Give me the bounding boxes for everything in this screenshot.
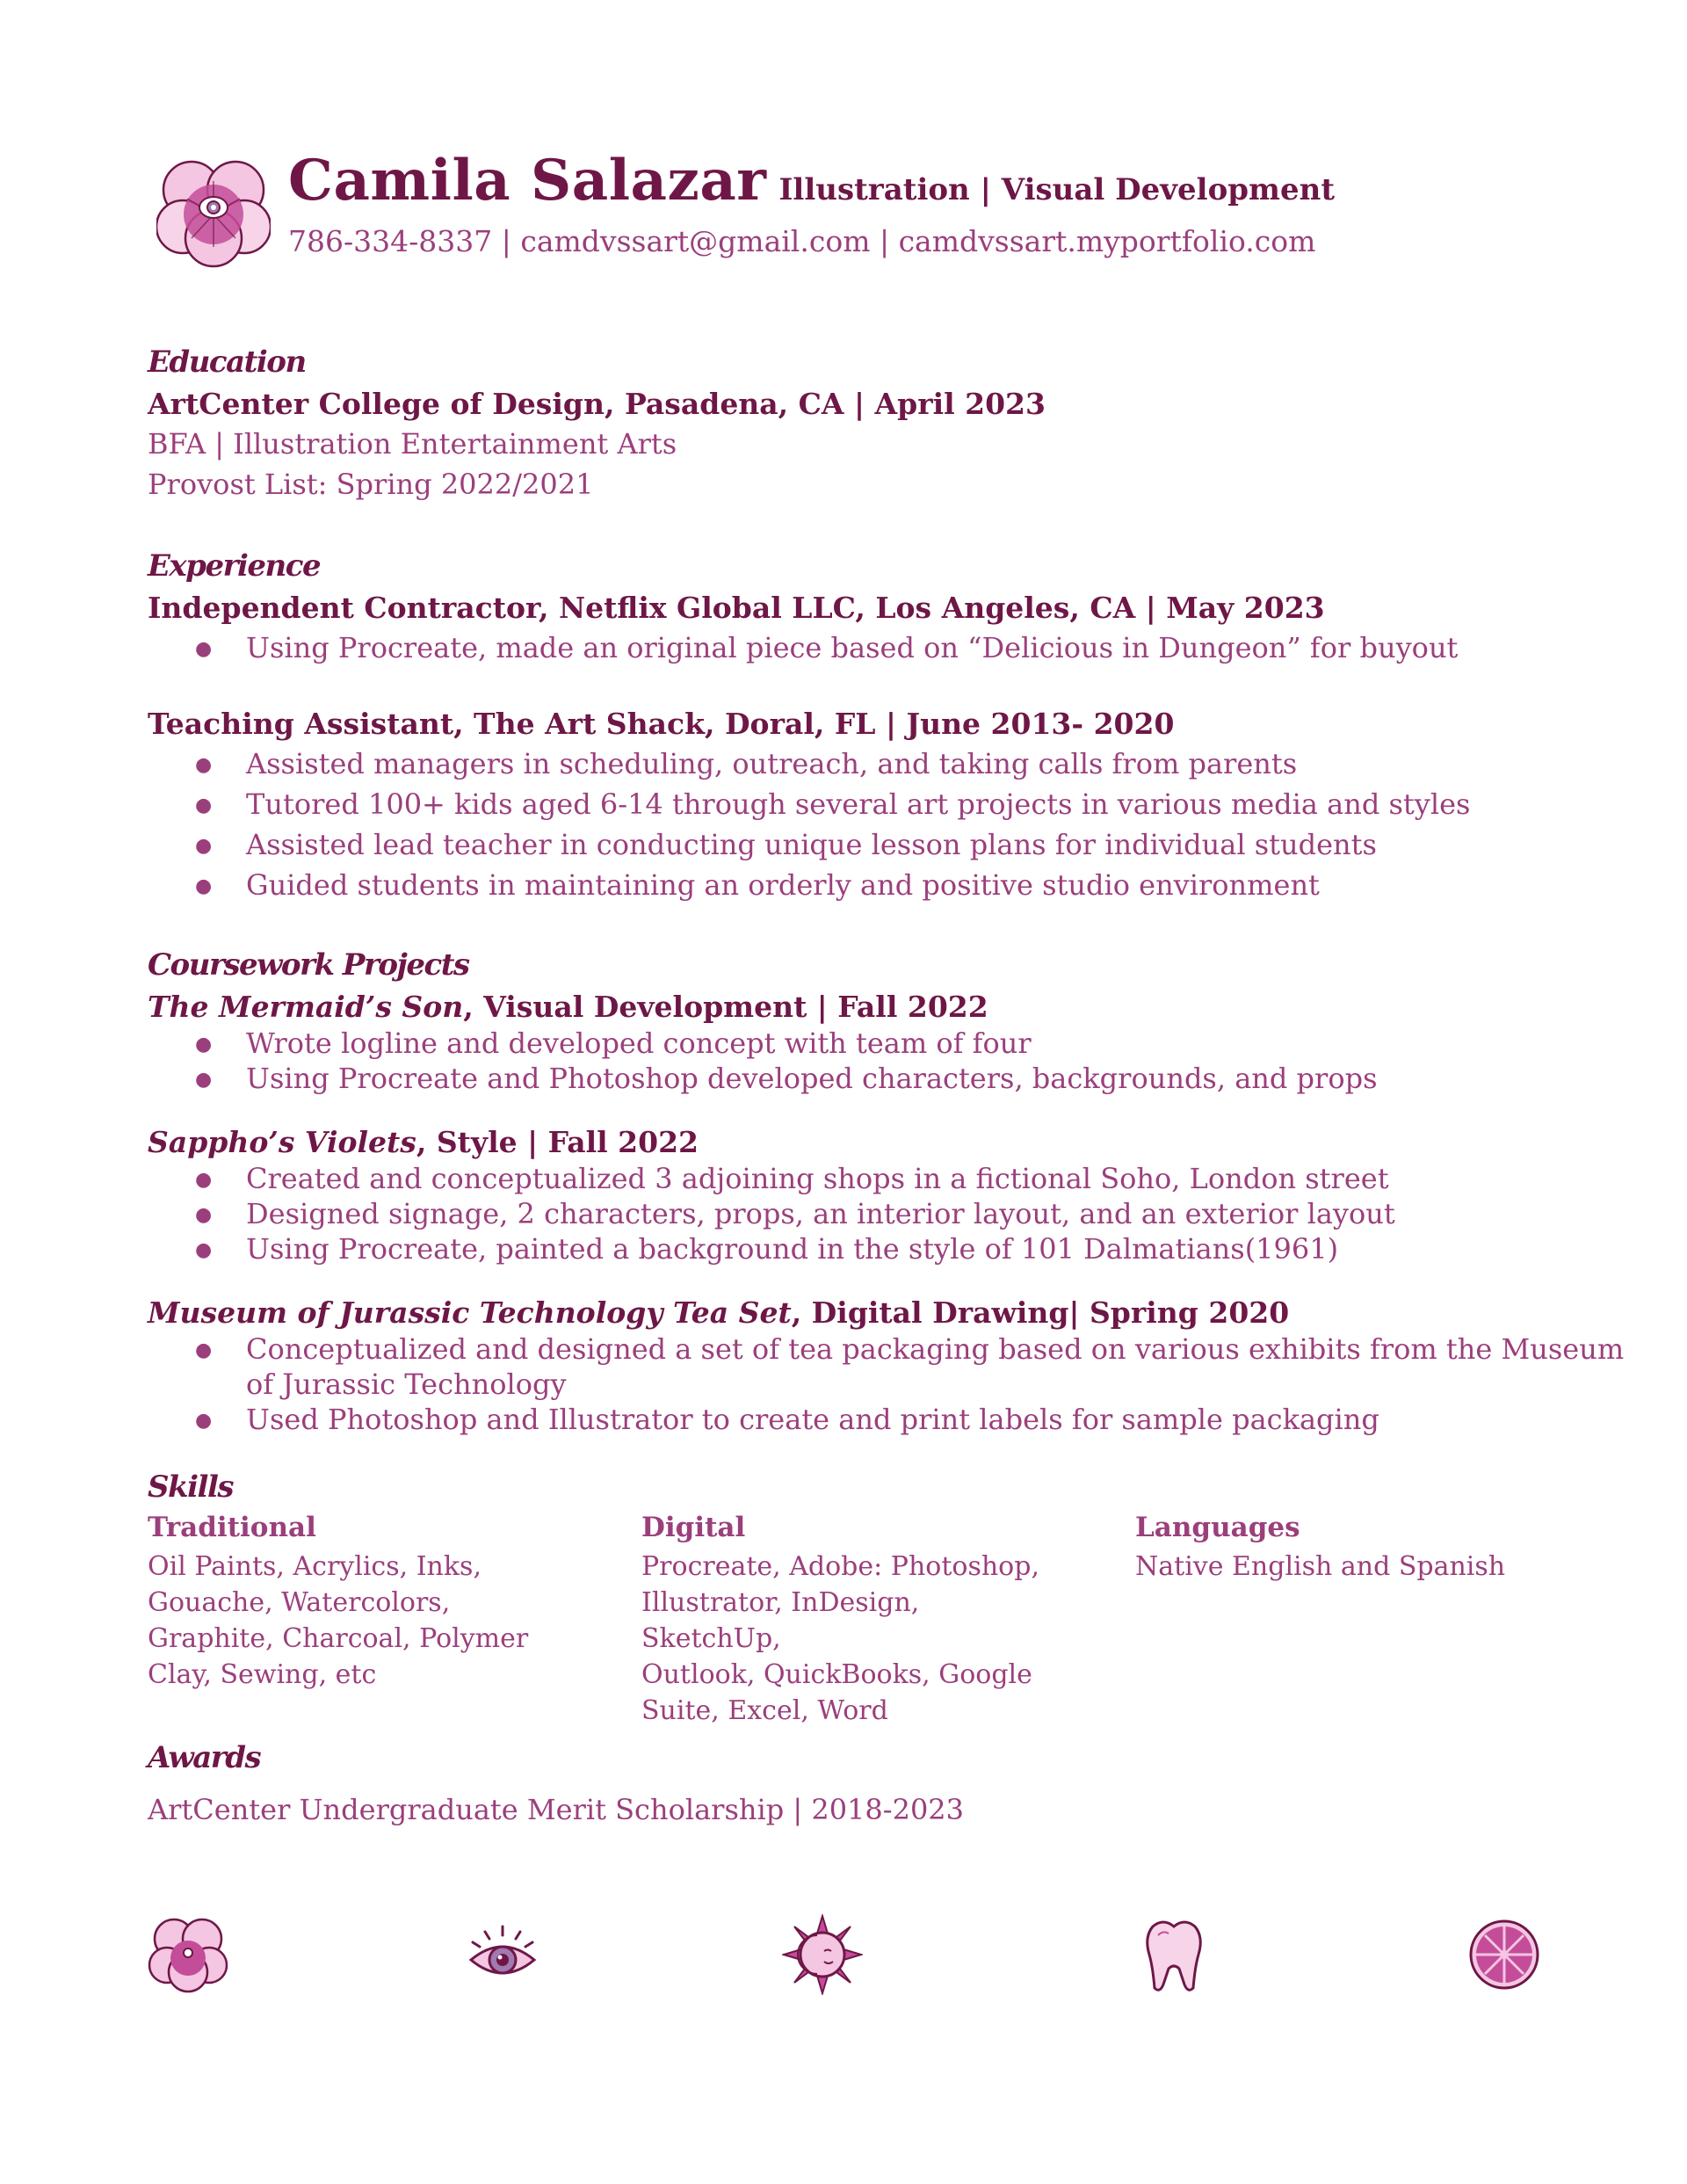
sun-moon-icon	[782, 1914, 863, 1995]
eye-icon	[462, 1914, 543, 1995]
bullet-icon: ●	[195, 638, 213, 660]
project-heading	[148, 1125, 699, 1159]
awards-title: Awards	[148, 1740, 261, 1775]
education-title: Education	[148, 345, 306, 380]
education-degree: BFA | Illustration Entertainment Arts	[148, 427, 677, 461]
skills-column-languages	[1135, 1512, 1548, 1585]
bullet-icon: ●	[195, 1239, 213, 1261]
contact-info: 786-334-8337 | camdvssart@gmail.com | camdvssart.myportfolio.com	[288, 224, 1316, 258]
pansy-logo-icon	[156, 155, 271, 269]
project-bullet-continued: of Jurassic Technology	[246, 1368, 567, 1401]
bullet-icon: ●	[195, 1169, 213, 1191]
tooth-icon	[1133, 1914, 1214, 1995]
skills-heading: Digital	[641, 1512, 746, 1543]
bullet-icon: ●	[195, 754, 213, 776]
job-bullet: Tutored 100+ kids aged 6-14 through several art projects in various media and styles	[246, 787, 1471, 821]
project-name: Sappho’s Violets	[148, 1125, 416, 1159]
project-bullet: Using Procreate and Photoshop developed characters, backgrounds, and props	[246, 1062, 1378, 1095]
project-bullet: Using Procreate, painted a background in the style of 101 Dalmatians(1961)	[246, 1232, 1339, 1266]
job-heading: Independent Contractor, Netflix Global LLC, Los Angeles, CA | May 2023	[148, 591, 1325, 625]
bullet-icon: ●	[195, 1034, 213, 1056]
job-bullet: Assisted lead teacher in conducting unique lesson plans for individual students	[246, 828, 1377, 861]
project-bullet: Created and conceptualized 3 adjoining shops in a fictional Soho, London street	[246, 1162, 1389, 1195]
education-school: ArtCenter College of Design, Pasadena, CA | April 2023	[148, 387, 1046, 421]
candidate-name: Camila Salazar	[288, 148, 767, 214]
project-heading	[148, 990, 988, 1024]
job-bullet: Using Procreate, made an original piece based on “Delicious in Dungeon” for buyout	[246, 631, 1459, 664]
skills-heading: Traditional	[148, 1512, 316, 1543]
pansy-icon	[148, 1914, 228, 1995]
bullet-icon: ●	[195, 1339, 213, 1361]
bullet-icon: ●	[195, 1069, 213, 1091]
project-heading	[148, 1295, 1289, 1330]
skills-column-digital	[641, 1512, 1054, 1729]
bullet-icon: ●	[195, 1410, 213, 1432]
skills-column-traditional	[148, 1512, 561, 1693]
skills-list: Oil Paints, Acrylics, Inks, Gouache, Watercolors, Graphite, Charcoal, Polymer Clay, Sewing, etc	[148, 1551, 529, 1690]
bullet-icon: ●	[195, 795, 213, 816]
project-detail: , Style | Fall 2022	[416, 1125, 699, 1159]
skills-title: Skills	[148, 1469, 234, 1505]
skills-list: Native English and Spanish	[1135, 1551, 1506, 1582]
candidate-tagline: Illustration | Visual Development	[778, 172, 1336, 207]
project-bullet: Wrote logline and developed concept with team of four	[246, 1027, 1032, 1060]
project-detail: , Digital Drawing| Spring 2020	[791, 1295, 1290, 1330]
bullet-icon: ●	[195, 875, 213, 897]
citrus-slice-icon	[1464, 1914, 1545, 1995]
skills-list: Procreate, Adobe: Photoshop, Illustrator, InDesign, SketchUp, Outlook, QuickBooks, Google Suite, Excel, Word	[641, 1551, 1039, 1726]
project-bullet: Conceptualized and designed a set of tea packaging based on various exhibits from the Museum	[246, 1332, 1625, 1366]
project-name: The Mermaid’s Son	[148, 990, 464, 1024]
skills-heading: Languages	[1135, 1512, 1300, 1543]
bullet-icon: ●	[195, 835, 213, 857]
project-name: Museum of Jurassic Technology Tea Set	[148, 1295, 792, 1330]
job-heading: Teaching Assistant, The Art Shack, Doral, FL | June 2013- 2020	[148, 707, 1175, 741]
project-bullet: Designed signage, 2 characters, props, an interior layout, and an exterior layout	[246, 1197, 1395, 1230]
project-detail: , Visual Development | Fall 2022	[463, 990, 988, 1024]
job-bullet: Assisted managers in scheduling, outreach, and taking calls from parents	[246, 747, 1298, 780]
bullet-icon: ●	[195, 1204, 213, 1226]
award-item: ArtCenter Undergraduate Merit Scholarship | 2018-2023	[148, 1793, 965, 1826]
resume-header	[156, 148, 1527, 279]
coursework-title: Coursework Projects	[148, 947, 469, 983]
job-bullet: Guided students in maintaining an orderly and positive studio environment	[246, 868, 1320, 902]
project-bullet: Used Photoshop and Illustrator to create and print labels for sample packaging	[246, 1403, 1379, 1436]
experience-title: Experience	[148, 548, 321, 584]
education-honors: Provost List: Spring 2022/2021	[148, 468, 594, 501]
name-line	[288, 148, 1335, 214]
